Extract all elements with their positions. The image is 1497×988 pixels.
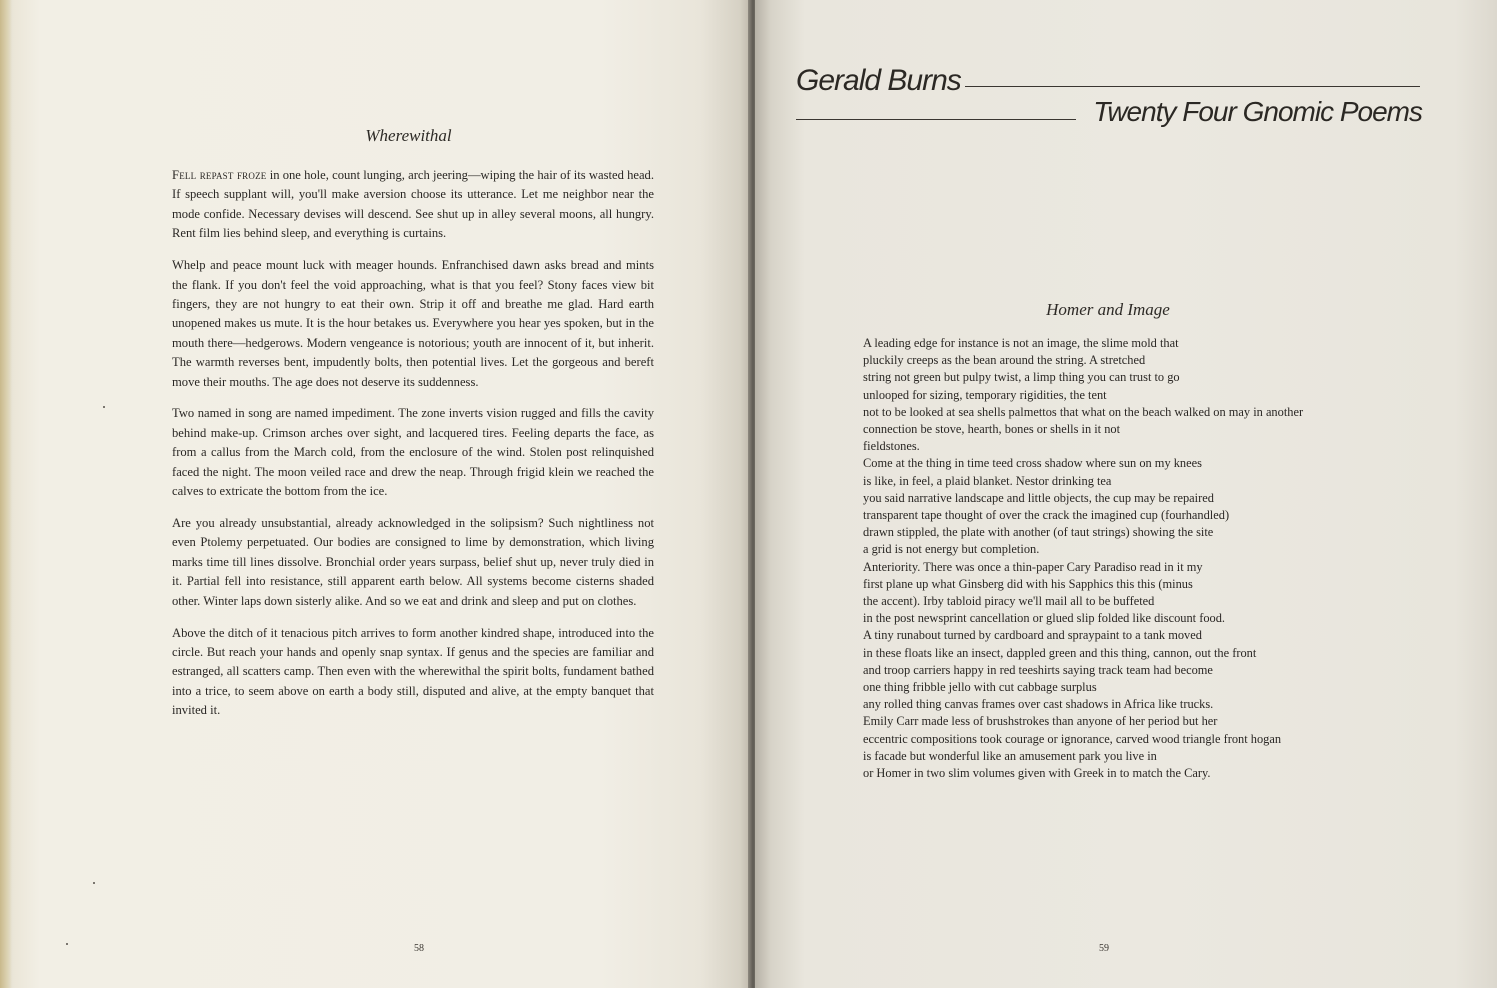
paragraph-text: Whelp and peace mount luck with meager hounds. Enfranchised dawn asks bread and mints the flank. If you don't feel the void approaching, what is that you feel? Stony faces view bit fingers, they are not hungry to eat their own. Strip it off and breathe me glad. Hard earth unopened makes us mute. It is the hour betakes us. Everywhere you hear yes spoken, but in the mouth there—hedgerows. Modern vengeance is notorious; youth are innocent of it, but inherit. The warmth reverses bent, impudently bolts, then potential lives. Let the gorgeous and bereft move their mouths. The age does not deserve its suddenness. [172, 258, 654, 389]
paragraph-text: Are you already unsubstantial, already acknowledged in the solipsism? Such nightliness not even Ptolemy perpetuated. Our bodies are consigned to lime by demonstration, which living marks time till lines dissolve. Bronchial order years surpass, belief shut up, never truly died in it. Partial fell into resistance, still apparent earth below. All systems become cisterns shaded other. Winter laps down sisterly alike. And so we eat and drink and sleep and put on clothes. [172, 516, 654, 608]
paragraph-text: in one hole, count lunging, arch jeering—wiping the hair of its wasted head. If speech supplant will, you'll make aversion choose its utterance. Let me neighbor near the mode confide. Necessary devises will descend. See shut up in alley several moons, all hungry. Rent film lies behind sleep, and everything is curtains. [172, 168, 654, 241]
poem-line: Come at the thing in time teed cross shadow where sun on my knees [863, 456, 1202, 471]
poem-line: or Homer in two slim volumes given with Greek in to match the Cary. [863, 766, 1211, 781]
paper-speck [103, 406, 105, 408]
paragraph-text: Two named in song are named impediment. The zone inverts vision rugged and fills the cavity behind make-up. Crimson arches over sight, and lacquered tires. Feeling departs the face, as from a callus from the March cold, from the enclosure of the wind. Stolen post relinquished faced the night. The moon veiled race and drew the neap. Through frigid klein we reached the calves to extricate the bottom from the ice. [172, 406, 654, 499]
poem-line: one thing fribble jello with cut cabbage surplus [863, 680, 1097, 695]
poem-line: in the post newsprint cancellation or glued slip folded like discount food. [863, 611, 1226, 626]
poem-line: drawn stippled, the plate with another (of taut strings) showing the site [863, 525, 1214, 540]
poem-line: A tiny runabout turned by cardboard and spraypaint to a tank moved [863, 628, 1202, 643]
header-rule-bottom [796, 119, 1076, 120]
paragraph-lead: Fell repast froze [172, 168, 267, 182]
poem-line: unlooped for sizing, temporary rigidities, the tent [863, 387, 1107, 402]
prose-paragraph [172, 514, 654, 611]
paper-speck [93, 882, 95, 884]
poem-line: pluckily creeps as the bean around the string. A stretched [863, 353, 1146, 368]
header-rule-top [965, 86, 1420, 87]
poem-line: string not green but pulpy twist, a limp thing you can trust to go [863, 370, 1180, 385]
prose-paragraph [172, 166, 654, 244]
poem-line: a grid is not energy but completion. [863, 542, 1040, 557]
left-prose [172, 166, 654, 733]
poem-line: you said narrative landscape and little objects, the cup may be repaired [863, 490, 1214, 505]
poem-line: and troop carriers happy in red teeshirts saying track team had become [863, 662, 1213, 677]
poem-body [863, 335, 1403, 782]
poem-line: connection be stove, hearth, bones or shells in it not [863, 422, 1121, 437]
poem-line: not to be looked at sea shells palmettos that what on the beach walked on may in another [863, 404, 1304, 419]
paper-speck [66, 943, 68, 945]
poem-line: in these floats like an insect, dappled green and this thing, cannon, out the front [863, 645, 1257, 660]
left-poem-title: Wherewithal [365, 126, 452, 145]
series-title: Twenty Four Gnomic Poems [1093, 96, 1422, 127]
page-edge [0, 0, 12, 988]
poem-line: is facade but wonderful like an amusement park you live in [863, 748, 1157, 763]
poem-line: fieldstones. [863, 439, 920, 454]
prose-paragraph [172, 624, 654, 721]
right-poem-title: Homer and Image [1046, 300, 1170, 319]
poem-line: first plane up what Ginsberg did with his Sapphics this this (minus [863, 576, 1193, 591]
prose-paragraph [172, 404, 654, 501]
poem-line: any rolled thing canvas frames over cast shadows in Africa like trucks. [863, 697, 1214, 712]
poem-line: transparent tape thought of over the crack the imagined cup (fourhandled) [863, 508, 1230, 523]
author-name: Gerald Burns [796, 64, 961, 97]
poem-line: A leading edge for instance is not an image, the slime mold that [863, 336, 1179, 350]
poem-line: the accent). Irby tabloid piracy we'll mail all to be buffeted [863, 594, 1155, 609]
poem-line: Emily Carr made less of brushstrokes than anyone of her period but her [863, 714, 1218, 729]
poem-line: Anteriority. There was once a thin-paper Cary Paradiso read in it my [863, 559, 1203, 574]
prose-paragraph [172, 256, 654, 392]
paragraph-text: Above the ditch of it tenacious pitch arrives to form another kindred shape, introduced into the circle. But reach your hands and openly snap syntax. If genus and the species are familiar and estranged, all scatters camp. Then even with the wherewithal the spirit bolts, fundament bathed into a trice, to seem above on earth a body still, disputed and alive, at the empty banquet that invited it. [172, 625, 654, 718]
poem-line: eccentric compositions took courage or ignorance, carved wood triangle front hogan [863, 731, 1282, 746]
page-number-right: 59 [1099, 943, 1109, 954]
page-number-left: 58 [414, 943, 424, 954]
poem-line: is like, in feel, a plaid blanket. Nestor drinking tea [863, 473, 1112, 488]
